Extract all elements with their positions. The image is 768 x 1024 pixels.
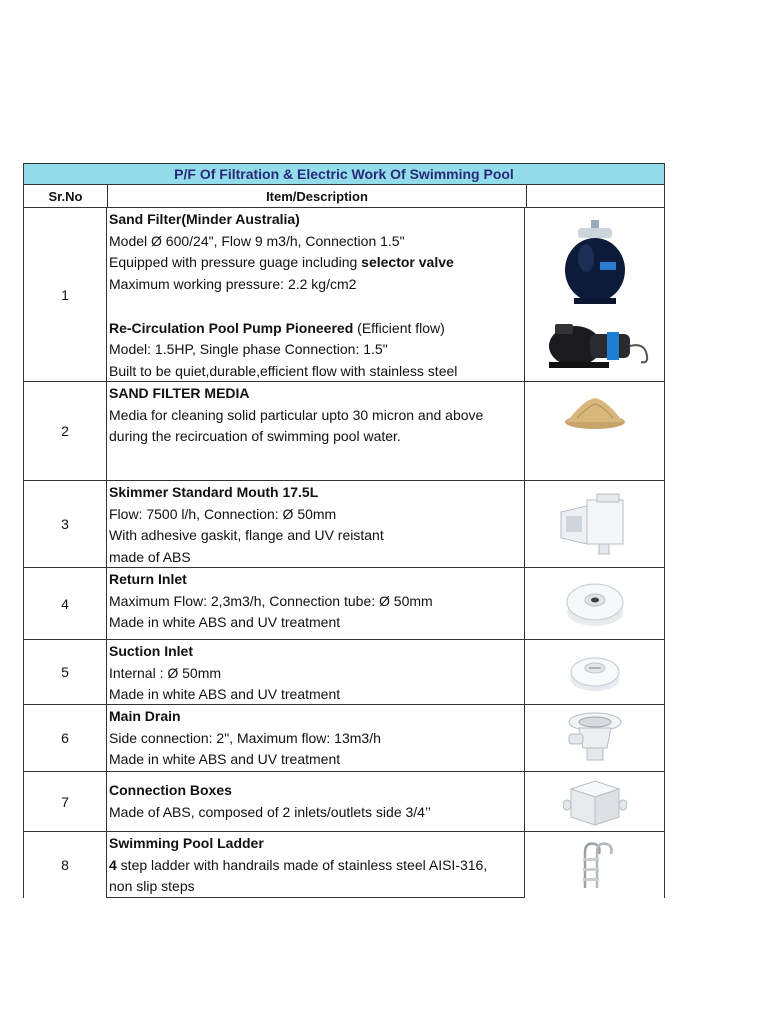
- table-row: [23, 208, 665, 382]
- item-name: Skimmer Standard Mouth 17.5L: [109, 484, 319, 500]
- row-image-cell: [525, 640, 665, 704]
- item-spec: Made in white ABS and UV treatment: [109, 686, 341, 703]
- row-description: [107, 481, 525, 567]
- item-spec: Maximum working pressure: 2.2 kg/cm2: [109, 276, 357, 293]
- item-name: Sand Filter(Minder Australia): [109, 211, 300, 227]
- item-spec-bold: selector valve: [361, 254, 454, 271]
- spreadsheet-table: [23, 163, 665, 898]
- row-description: [107, 208, 525, 381]
- skimmer-image: [557, 492, 633, 556]
- row-number: 7: [23, 772, 107, 831]
- item-spec: Maximum Flow: 2,3m3/h, Connection tube: Ø 50mm: [109, 592, 433, 609]
- row-description: [107, 705, 525, 771]
- row-number: 4: [23, 568, 107, 639]
- connection-box-image: [563, 777, 627, 827]
- row-number: 2: [23, 382, 107, 480]
- row-image-cell: [525, 208, 665, 381]
- row-description: [107, 640, 525, 704]
- table-row: [23, 568, 665, 640]
- table-row: [23, 481, 665, 568]
- item-spec: Made of ABS, composed of 2 inlets/outlets side 3/4’’: [109, 803, 431, 820]
- pool-pump-image: [535, 312, 655, 372]
- item-spec: during the recircuation of swimming pool water.: [109, 428, 401, 445]
- suction-inlet-image: [567, 650, 623, 694]
- table-row: [23, 705, 665, 772]
- item-spec: non slip steps: [109, 878, 195, 895]
- item-spec-text: step ladder with handrails made of stainless steel AISI-316,: [116, 856, 488, 873]
- item-spec: Model: 1.5HP, Single phase Connection: 1.5": [109, 341, 388, 358]
- item-name-bold: Re-Circulation Pool Pump Pioneered: [109, 319, 354, 336]
- row-description: [107, 772, 525, 831]
- row-description: [107, 382, 525, 480]
- item-name: Swimming Pool Ladder: [109, 835, 264, 851]
- table-row: [23, 640, 665, 705]
- row-image-cell: [525, 832, 665, 898]
- item-name: [109, 318, 524, 340]
- pool-ladder-image: [575, 840, 615, 890]
- item-name-note: (Efficient flow): [353, 319, 445, 336]
- row-number: 8: [23, 832, 107, 898]
- table-row: [23, 772, 665, 832]
- item-spec: Flow: 7500 l/h, Connection: Ø 50mm: [109, 505, 337, 522]
- row-number: 5: [23, 640, 107, 704]
- row-number: 1: [23, 208, 107, 381]
- sand-media-image: [563, 396, 627, 430]
- row-image-cell: [525, 568, 665, 639]
- row-image-cell: [525, 481, 665, 567]
- table-header-row: [23, 185, 665, 208]
- item-spec-bold: 4: [109, 856, 117, 873]
- row-image-cell: [525, 382, 665, 480]
- item-spec: Made in white ABS and UV treatment: [109, 751, 341, 768]
- item-spec: Media for cleaning solid particular upto 30 micron and above: [109, 406, 484, 423]
- item-spec: [109, 252, 524, 274]
- item-name: Connection Boxes: [109, 782, 232, 798]
- row-description: [107, 568, 525, 639]
- item-name: SAND FILTER MEDIA: [109, 385, 250, 401]
- item-spec: Made in white ABS and UV treatment: [109, 614, 341, 631]
- item-spec: [109, 855, 524, 877]
- item-spec: Built to be quiet,durable,efficient flow with stainless steel: [109, 362, 458, 379]
- item-name: Return Inlet: [109, 571, 187, 587]
- column-header-item: Item/Description: [108, 185, 527, 207]
- row-number: 3: [23, 481, 107, 567]
- column-header-image: [527, 185, 664, 207]
- item-spec: Side connection: 2", Maximum flow: 13m3/h: [109, 729, 381, 746]
- item-spec: made of ABS: [109, 549, 191, 566]
- table-title: P/F Of Filtration & Electric Work Of Swimming Pool: [23, 163, 665, 185]
- table-row: [23, 382, 665, 481]
- item-spec: Model Ø 600/24", Flow 9 m3/h, Connection 1.5": [109, 232, 405, 249]
- row-number: 6: [23, 705, 107, 771]
- row-image-cell: [525, 772, 665, 831]
- item-name: Main Drain: [109, 708, 181, 724]
- item-spec-text: Equipped with pressure guage including: [109, 254, 362, 271]
- main-drain-image: [565, 710, 625, 766]
- item-name: Suction Inlet: [109, 643, 193, 659]
- item-spec: Internal : Ø 50mm: [109, 664, 222, 681]
- column-header-srno: Sr.No: [24, 185, 108, 207]
- return-inlet-image: [563, 578, 627, 630]
- sand-filter-image: [560, 218, 630, 306]
- table-row: [23, 832, 665, 898]
- row-description: [107, 832, 525, 898]
- item-spec: With adhesive gaskit, flange and UV reistant: [109, 527, 384, 544]
- row-image-cell: [525, 705, 665, 771]
- blank-line: [109, 296, 524, 318]
